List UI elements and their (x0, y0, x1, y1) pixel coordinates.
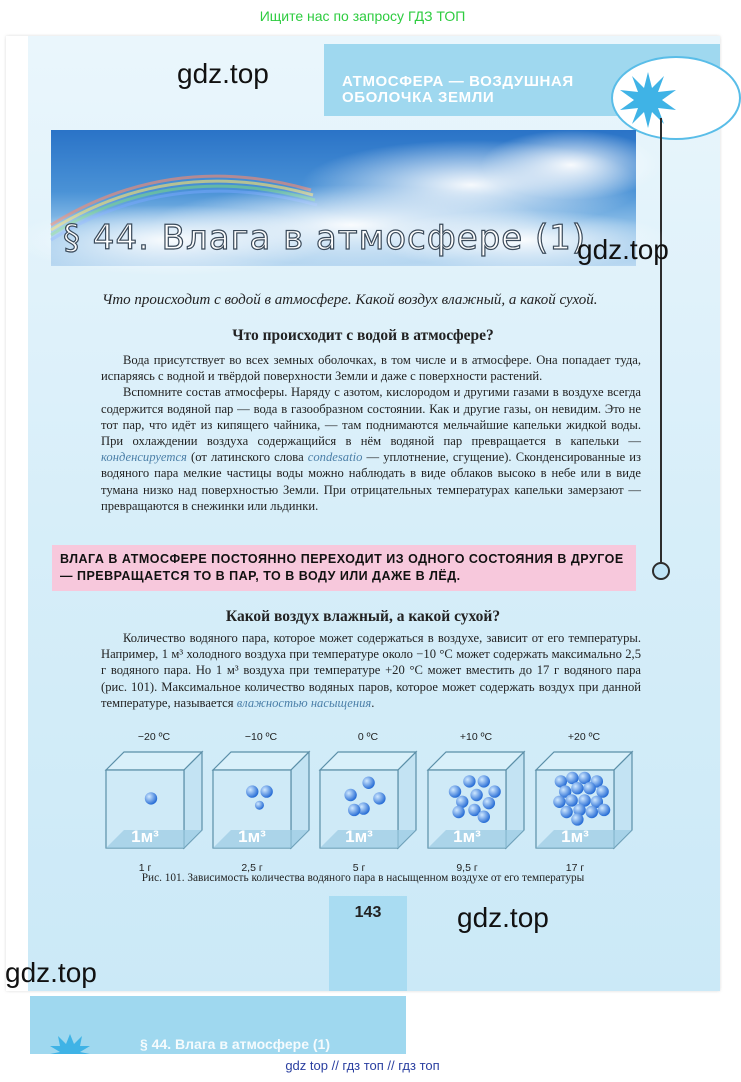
cube-temperature-label: −10 ºС (244, 731, 278, 743)
intro-question: Что происходит с водой в атмосфере. Какой воздух влажный, а какой сухой. (102, 292, 598, 308)
text-span: Количество водяного пара, которое может содержаться в воздухе, зависит от его температуры. Например, 1 м³ холодного воздуха при температуре около −10 °С может содержать максимально 2,5 г водяного пара. Но 1 м³ воздуха при температуре +20 °С может вместить до 17 г водяного пара (рис. 101). Максимальное количество водяных паров, которое может содержать воздух при данной температуре, называется (101, 631, 641, 710)
figure-101 (6, 726, 720, 876)
cube-mass-label: 2,5 г (241, 862, 263, 874)
water-vapor-drop (344, 789, 356, 801)
watermark: gdz.top (5, 957, 97, 988)
paragraph (101, 384, 641, 514)
cube-volume-label: 1м³ (238, 827, 266, 846)
section-heading-2: Какой воздух влажный, а какой сухой? (225, 608, 501, 625)
water-vapor-drop (362, 777, 374, 789)
cube-volume-label: 1м³ (131, 827, 159, 846)
cube-temperature-label: +20 ºС (567, 731, 601, 743)
next-page-preview (6, 996, 720, 1054)
page-number: 143 (354, 904, 382, 921)
water-vapor-drop (255, 801, 264, 810)
air-cube (106, 731, 202, 874)
water-vapor-drop (260, 785, 272, 797)
watermark: gdz.top (577, 234, 669, 265)
section1-text (101, 352, 641, 514)
water-vapor-drop (145, 792, 157, 804)
water-vapor-drop (565, 794, 577, 806)
air-cube (428, 731, 524, 874)
cube-volume-label: 1м³ (345, 827, 373, 846)
cube-mass-label: 17 г (565, 862, 585, 874)
decorative-line-dot (652, 562, 670, 580)
snowflake-star-icon (50, 1034, 90, 1054)
water-vapor-drop (598, 804, 610, 816)
cube-volume-label: 1м³ (453, 827, 481, 846)
chapter-header-line2: ОБОЛОЧКА ЗЕМЛИ (342, 89, 495, 106)
textbook-page (6, 36, 720, 991)
page-title: § 44. Влага в атмосфере (1) (63, 218, 587, 258)
term: конденсируется (101, 450, 187, 465)
water-vapor-drop (560, 806, 572, 818)
text-span: (от латинского слова (191, 450, 304, 465)
water-vapor-drop (348, 804, 360, 816)
section-heading-1: Что происходит с водой в атмосфере? (232, 327, 494, 344)
snowflake-star-icon (618, 70, 678, 130)
water-vapor-drop (478, 775, 490, 787)
water-vapor-drop (586, 806, 598, 818)
water-vapor-drop (373, 792, 385, 804)
top-search-banner[interactable]: Ищите нас по запросу ГДЗ ТОП (259, 8, 466, 24)
text-span: — уплотнение, сгущение). Сконденсированные из водяного пара мелкие частицы воды можно наблюдать в виде облаков высоко в небе или в виде тумана низко над поверхностью Земли. При отрицательных температурах капельки замерзают — превращаются в снежинки или льдинки. (101, 450, 641, 513)
water-vapor-drop (583, 782, 595, 794)
air-cube (213, 731, 309, 874)
bottom-links[interactable]: gdz top // гдз топ // гдз топ (285, 1058, 440, 1073)
paragraph (101, 630, 641, 711)
cube-volume-label: 1м³ (561, 827, 589, 846)
water-vapor-drop (483, 797, 495, 809)
water-vapor-drop (470, 789, 482, 801)
water-vapor-drop (553, 796, 565, 808)
cube-mass-label: 5 г (352, 862, 366, 874)
figure-caption: Рис. 101. Зависимость количества водяного пара в насыщенном воздухе от его температуры (141, 872, 585, 884)
water-vapor-drop (571, 782, 583, 794)
watermark: gdz.top (177, 58, 269, 89)
water-vapor-drop (449, 785, 461, 797)
section2-text (101, 630, 641, 711)
cube-mass-label: 1 г (138, 862, 152, 874)
air-cube (536, 731, 632, 874)
hero-banner (51, 130, 636, 266)
water-vapor-drop (463, 775, 475, 787)
term: влажностью насыщения (236, 695, 372, 710)
water-vapor-drop (246, 785, 258, 797)
text-span: . (371, 695, 375, 710)
air-cube (320, 731, 416, 874)
cubes-diagram (6, 726, 720, 874)
next-page-title: § 44. Влага в атмосфере (1) (140, 1036, 330, 1052)
latin-term: condesatio (307, 450, 363, 465)
cube-temperature-label: −20 ºС (137, 731, 171, 743)
cube-temperature-label: +10 ºС (459, 731, 493, 743)
chapter-header-line1: АТМОСФЕРА — ВОЗДУШНАЯ (342, 73, 574, 90)
chapter-header (342, 74, 574, 106)
water-vapor-drop (488, 785, 500, 797)
key-fact-callout: ВЛАГА В АТМОСФЕРЕ ПОСТОЯННО ПЕРЕХОДИТ ИЗ ОДНОГО СОСТОЯНИЯ В ДРУГОЕ — ПРЕВРАЩАЕТСЯ ТО В ПАР, ТО В ВОДУ ИЛИ ДАЖЕ В ЛЁД. (52, 545, 636, 591)
cube-temperature-label: 0 ºС (357, 731, 379, 743)
water-vapor-drop (452, 806, 464, 818)
water-vapor-drop (571, 813, 583, 825)
water-vapor-drop (478, 811, 490, 823)
text-span: Вспомните состав атмосферы. Наряду с азотом, кислородом и другими газами в воздухе всегда содержится водяной пар — вода в газообразном состоянии. Как и другие газы, он невидим. Это не тот пар, что идёт из кипящего чайника, — там поднимаются мельчайшие капельки жидкой воды. При охлаждении воздуха содержащийся в нём водяной пар превращается в капельки — (101, 385, 641, 449)
watermark: gdz.top (457, 902, 549, 933)
cube-mass-label: 9,5 г (456, 862, 478, 874)
paragraph: Вода присутствует во всех земных оболочках, в том числе и в атмосфере. Она попадает туда, испаряясь с водной и твёрдой поверхности Земли и даже с поверхности растений. (101, 353, 641, 384)
